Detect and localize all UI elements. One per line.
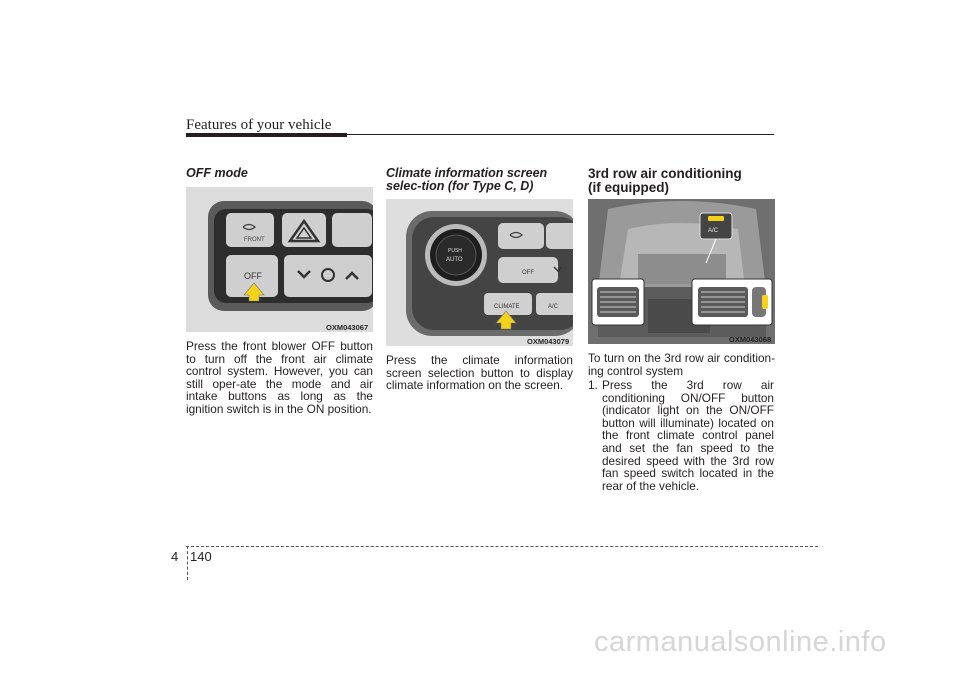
- section-heading-3rd-row: [588, 167, 775, 195]
- section-heading-off-mode: OFF mode: [186, 166, 248, 180]
- climate-label: CLIMATE: [494, 304, 520, 310]
- page-number: 140: [190, 549, 212, 564]
- 3rd-ac-label: A/C: [708, 228, 719, 234]
- off-label-2: OFF: [522, 270, 534, 276]
- list-3rd-row: [588, 378, 775, 493]
- figure-caption-climate-screen: OXM043079: [527, 337, 570, 346]
- header-rule-thin: [347, 134, 774, 135]
- front-label: FRONT: [244, 237, 265, 243]
- figure-climate-screen: [386, 199, 573, 346]
- body-climate-screen: Press the climate information screen selection button to display climate information on the screen.: [386, 353, 573, 393]
- list-item-text: Press the 3rd row air conditioning ON/OFF button (indicator light on the ON/OFF button will illuminate) located on the front climate control panel and set the fan speed to the desired speed with the 3rd row fan speed switch located in the rear of the vehicle.: [602, 378, 774, 493]
- figure-climate-screen-illustration: [386, 199, 573, 346]
- figure-3rd-row: [588, 199, 775, 344]
- list-item: [588, 378, 775, 493]
- off-label: OFF: [244, 271, 262, 281]
- footer-rule-vertical: [187, 546, 188, 580]
- section-heading-3rd-row-line1: 3rd row air conditioning: [588, 166, 742, 181]
- section-heading-climate-screen: Climate information screen selec-tion (for Type C, D): [386, 166, 548, 193]
- watermark: carmanualsonline.info: [594, 626, 887, 658]
- header-rule-thick: [186, 133, 347, 137]
- body-3rd-row-intro: To turn on the 3rd row air condition-ing control system: [588, 351, 775, 378]
- section-heading-3rd-row-line2: (if equipped): [588, 180, 669, 195]
- auto-label: AUTO: [446, 257, 463, 263]
- figure-off-mode: [186, 187, 373, 332]
- list-item-number: 1.: [588, 378, 598, 392]
- chapter-number: 4: [171, 549, 179, 564]
- footer-rule: [186, 546, 818, 547]
- push-label: PUSH: [448, 248, 462, 254]
- figure-caption-off-mode: OXM043067: [326, 323, 369, 332]
- figure-3rd-row-illustration: [588, 199, 775, 344]
- header-title: Features of your vehicle: [186, 117, 332, 133]
- figure-caption-3rd-row: OXM043068: [729, 335, 772, 344]
- ac-label: A/C: [548, 304, 559, 310]
- body-off-mode: Press the front blower OFF button to turn off the front air climate control system. However, you can still oper-ate the mode and air intake buttons as long as the ignition switch is in the ON position.: [186, 339, 373, 416]
- figure-off-mode-illustration: [186, 187, 373, 332]
